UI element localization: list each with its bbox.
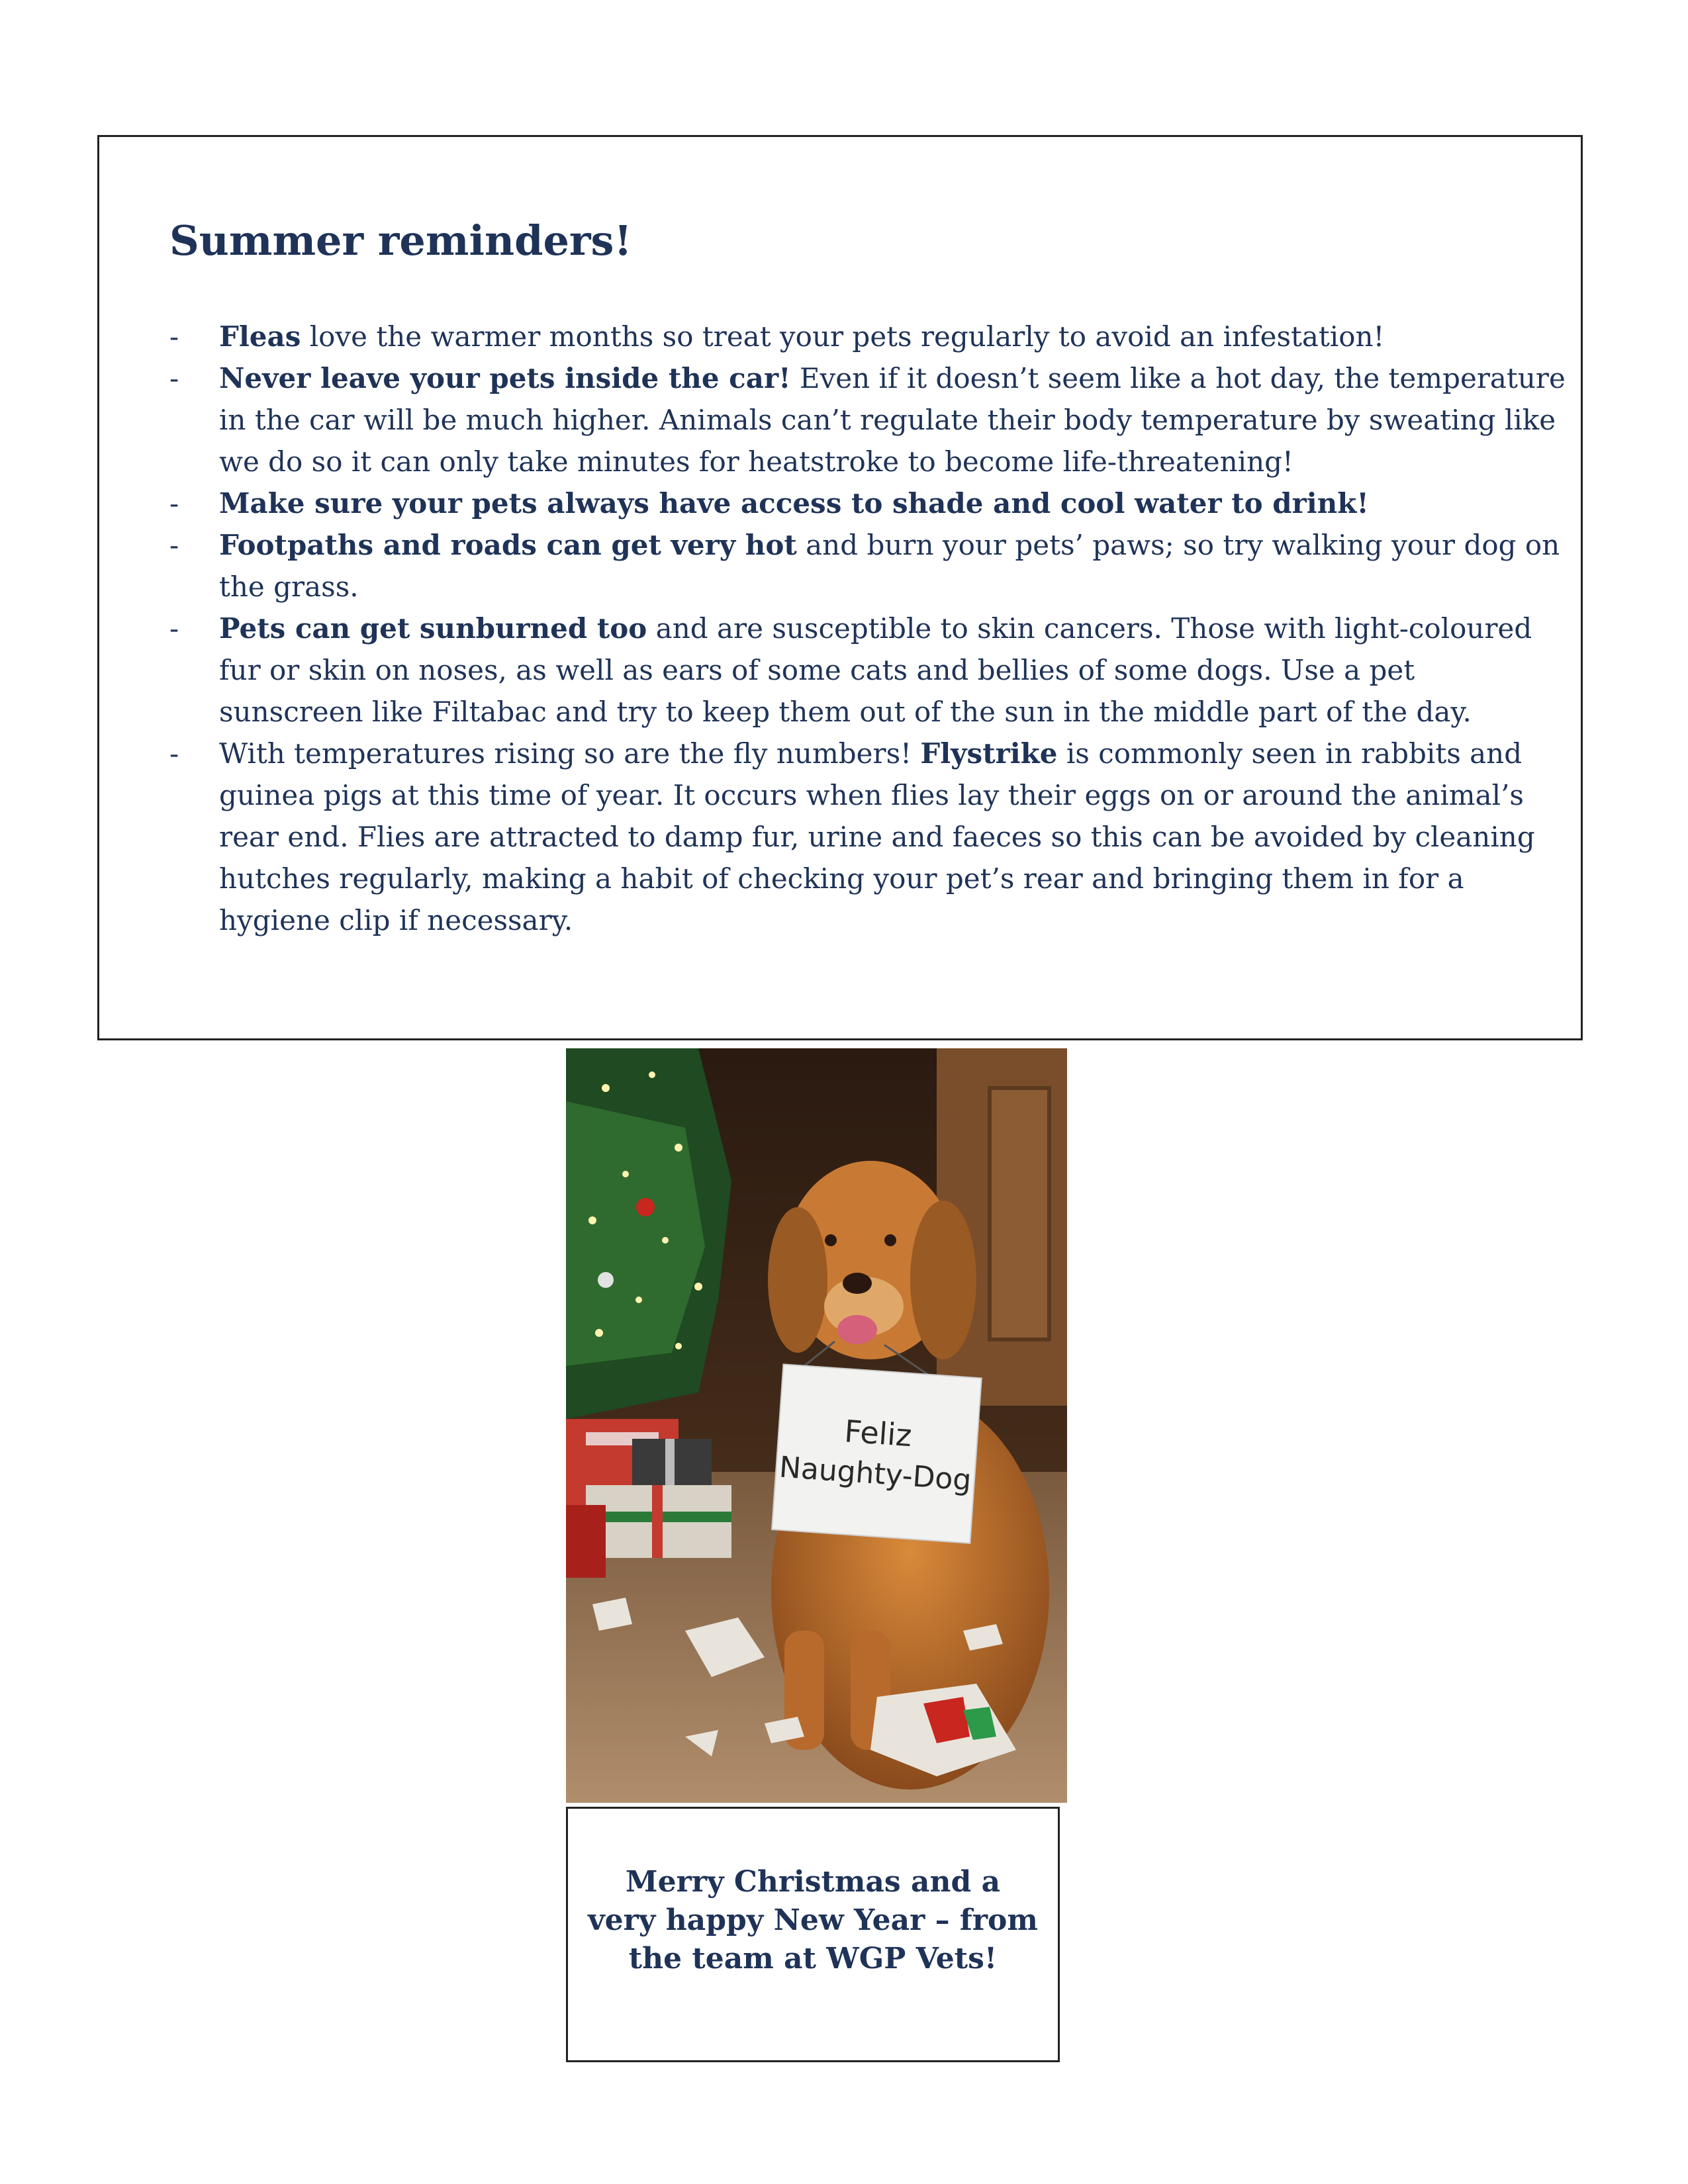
presents [566, 1419, 731, 1578]
bullet-dash: - [169, 320, 179, 353]
bullet-dash: - [169, 612, 179, 645]
bullet-dash: - [169, 362, 179, 394]
reminders-list [169, 316, 1566, 941]
reminder-bold: Make sure your pets always have access to shade and cool water to drink! [219, 487, 1369, 520]
reminder-bold: Fleas [219, 320, 301, 353]
sign-text-line1: Feliz [843, 1413, 914, 1454]
reminder-item-hot-footpaths [169, 524, 1566, 608]
reminders-title: Summer reminders! [169, 216, 632, 265]
reminder-item-fleas [169, 316, 1566, 357]
reminder-bold: Pets can get sunburned too [219, 612, 647, 645]
reminder-bold: Flystrike [920, 737, 1058, 770]
bullet-dash: - [169, 487, 179, 520]
reminder-bold: Never leave your pets inside the car! [219, 362, 791, 394]
reminder-text-pre: With temperatures rising so are the fly numbers! [219, 737, 921, 770]
dog-christmas-photo [566, 1048, 1067, 1803]
reminder-item-car [169, 357, 1566, 482]
reminder-item-sunburn [169, 608, 1566, 733]
greeting-box [566, 1807, 1060, 2062]
summer-reminders-box [97, 135, 1583, 1040]
sign-text-line2: Naughty-Dog [778, 1450, 973, 1498]
reminder-text: love the warmer months so treat your pets regularly to avoid an infestation! [301, 320, 1385, 353]
reminder-item-flystrike [169, 733, 1566, 941]
reminder-text: Even if it doesn’t seem like a hot day, the temperature in the car will be much higher. Animals can’t regulate their body temperature by sweating like we do so it can only take minutes for heatstroke to become life-threatening! [219, 362, 1566, 478]
reminder-item-shade-water [169, 482, 1566, 524]
reminder-bold: Footpaths and roads can get very hot [219, 529, 797, 561]
greeting-text: Merry Christmas and a very happy New Year – from the team at WGP Vets! [588, 1865, 1038, 1976]
reminder-text: and burn your pets’ paws; so try walking your dog on the grass. [219, 529, 1560, 603]
bullet-dash: - [169, 737, 179, 770]
reminder-text: and are susceptible to skin cancers. Those with light-coloured fur or skin on noses, as well as ears of some cats and bellies of some dogs. Use a pet sunscreen like Filtabac and try to keep them out of the sun in the middle part of the day. [219, 612, 1532, 728]
bullet-dash: - [169, 529, 179, 561]
reminder-text: is commonly seen in rabbits and guinea pigs at this time of year. It occurs when flies lay their eggs on or around the animal’s rear end. Flies are attracted to damp fur, urine and faeces so this can be avoided by cleaning hutches regularly, making a habit of checking your pet’s rear and bringing them in for a hygiene clip if necessary. [219, 737, 1535, 936]
